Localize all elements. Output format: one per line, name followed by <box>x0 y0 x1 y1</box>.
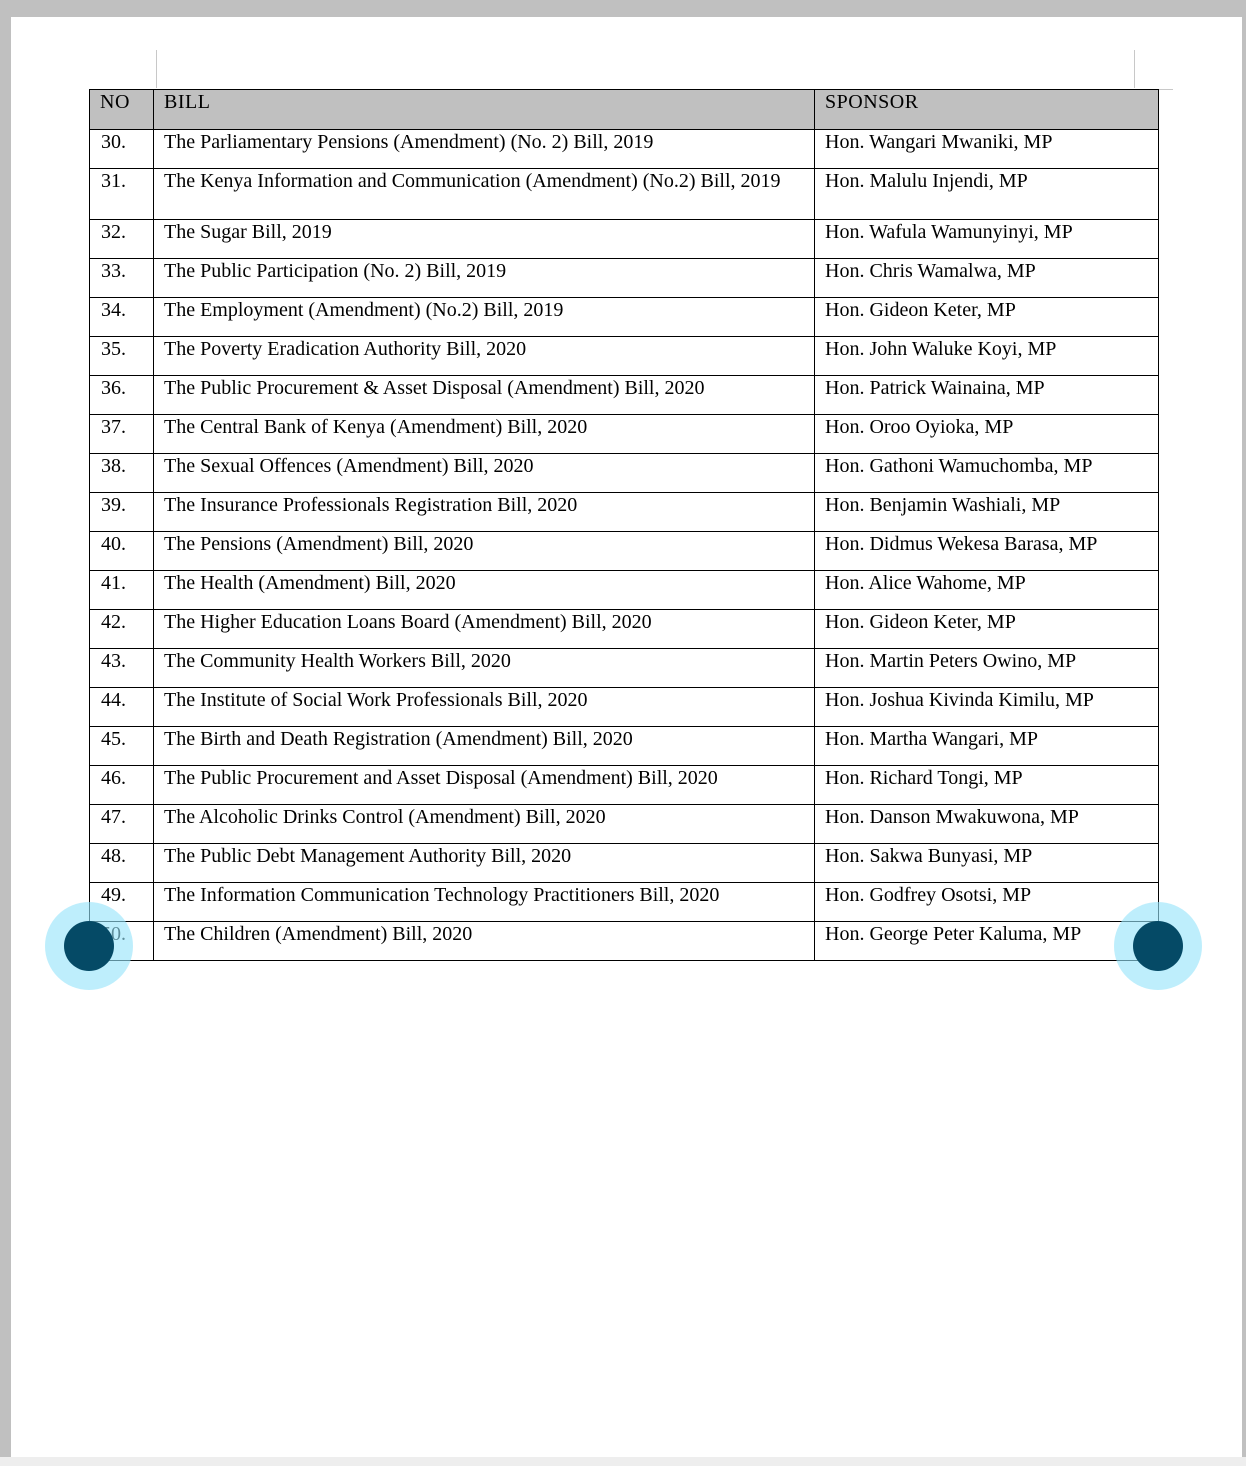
bill-cell[interactable]: The Community Health Workers Bill, 2020 <box>154 649 815 688</box>
table-row <box>90 883 1159 922</box>
page-gap <box>0 1457 1246 1466</box>
table-row <box>90 922 1159 961</box>
sponsor-cell[interactable]: Hon. Gideon Keter, MP <box>815 610 1159 649</box>
no-cell[interactable]: 30. <box>90 130 154 169</box>
no-cell[interactable]: 44. <box>90 688 154 727</box>
bill-cell[interactable]: The Public Participation (No. 2) Bill, 2019 <box>154 259 815 298</box>
sponsor-cell[interactable]: Hon. Sakwa Bunyasi, MP <box>815 844 1159 883</box>
margin-guide-left <box>156 50 157 88</box>
header-bill[interactable]: BILL <box>154 90 815 130</box>
sponsor-cell[interactable]: Hon. Oroo Oyioka, MP <box>815 415 1159 454</box>
table-row <box>90 337 1159 376</box>
sponsor-cell[interactable]: Hon. Gideon Keter, MP <box>815 298 1159 337</box>
no-cell[interactable]: 46. <box>90 766 154 805</box>
bill-cell[interactable]: The Poverty Eradication Authority Bill, 2020 <box>154 337 815 376</box>
no-cell[interactable]: 43. <box>90 649 154 688</box>
table-header-row <box>90 90 1159 130</box>
sponsor-cell[interactable]: Hon. Richard Tongi, MP <box>815 766 1159 805</box>
table-row <box>90 571 1159 610</box>
table-row <box>90 688 1159 727</box>
table-row <box>90 130 1159 169</box>
table-row <box>90 169 1159 220</box>
table-row <box>90 805 1159 844</box>
sponsor-cell[interactable]: Hon. John Waluke Koyi, MP <box>815 337 1159 376</box>
table-row <box>90 649 1159 688</box>
sponsor-cell[interactable]: Hon. Wangari Mwaniki, MP <box>815 130 1159 169</box>
selection-handle-end[interactable] <box>1114 902 1202 990</box>
bill-cell[interactable]: The Children (Amendment) Bill, 2020 <box>154 922 815 961</box>
table-row <box>90 844 1159 883</box>
bill-cell[interactable]: The Sexual Offences (Amendment) Bill, 2020 <box>154 454 815 493</box>
table-row <box>90 610 1159 649</box>
no-cell[interactable]: 40. <box>90 532 154 571</box>
bill-cell[interactable]: The Public Procurement and Asset Disposal (Amendment) Bill, 2020 <box>154 766 815 805</box>
bill-cell[interactable]: The Parliamentary Pensions (Amendment) (No. 2) Bill, 2019 <box>154 130 815 169</box>
bill-cell[interactable]: The Pensions (Amendment) Bill, 2020 <box>154 532 815 571</box>
bill-cell[interactable]: The Institute of Social Work Professionals Bill, 2020 <box>154 688 815 727</box>
sponsor-cell[interactable]: Hon. Benjamin Washiali, MP <box>815 493 1159 532</box>
sponsor-cell[interactable]: Hon. Danson Mwakuwona, MP <box>815 805 1159 844</box>
no-cell[interactable]: 39. <box>90 493 154 532</box>
no-cell[interactable]: 47. <box>90 805 154 844</box>
no-cell[interactable]: 32. <box>90 220 154 259</box>
no-cell[interactable]: 33. <box>90 259 154 298</box>
sponsor-cell[interactable]: Hon. Didmus Wekesa Barasa, MP <box>815 532 1159 571</box>
bill-cell[interactable]: The Public Procurement & Asset Disposal (Amendment) Bill, 2020 <box>154 376 815 415</box>
no-cell[interactable]: 31. <box>90 169 154 220</box>
header-no[interactable]: NO <box>90 90 154 130</box>
selection-handle-start[interactable] <box>45 902 133 990</box>
no-cell[interactable]: 41. <box>90 571 154 610</box>
sponsor-cell[interactable]: Hon. Martha Wangari, MP <box>815 727 1159 766</box>
header-sponsor[interactable]: SPONSOR <box>815 90 1159 130</box>
no-cell[interactable]: 36. <box>90 376 154 415</box>
bill-cell[interactable]: The Public Debt Management Authority Bill, 2020 <box>154 844 815 883</box>
sponsor-cell[interactable]: Hon. Chris Wamalwa, MP <box>815 259 1159 298</box>
no-cell[interactable]: 35. <box>90 337 154 376</box>
bill-cell[interactable]: The Health (Amendment) Bill, 2020 <box>154 571 815 610</box>
bill-cell[interactable]: The Information Communication Technology Practitioners Bill, 2020 <box>154 883 815 922</box>
no-cell[interactable]: 34. <box>90 298 154 337</box>
bill-cell[interactable]: The Employment (Amendment) (No.2) Bill, 2019 <box>154 298 815 337</box>
table-row <box>90 298 1159 337</box>
no-cell[interactable]: 49. <box>90 883 154 922</box>
bill-cell[interactable]: The Kenya Information and Communication (Amendment) (No.2) Bill, 2019 <box>154 169 815 220</box>
table-row <box>90 220 1159 259</box>
bill-cell[interactable]: The Birth and Death Registration (Amendment) Bill, 2020 <box>154 727 815 766</box>
table-row <box>90 766 1159 805</box>
bill-cell[interactable]: The Alcoholic Drinks Control (Amendment) Bill, 2020 <box>154 805 815 844</box>
margin-guide-right <box>1134 50 1135 88</box>
table-row <box>90 493 1159 532</box>
no-cell[interactable]: 38. <box>90 454 154 493</box>
sponsor-cell[interactable]: Hon. George Peter Kaluma, MP <box>815 922 1159 961</box>
table-row <box>90 376 1159 415</box>
table-row <box>90 727 1159 766</box>
no-cell[interactable]: 42. <box>90 610 154 649</box>
bills-table[interactable] <box>89 89 1159 961</box>
table-row <box>90 259 1159 298</box>
no-cell[interactable]: 37. <box>90 415 154 454</box>
sponsor-cell[interactable]: Hon. Godfrey Osotsi, MP <box>815 883 1159 922</box>
bill-cell[interactable]: The Insurance Professionals Registration Bill, 2020 <box>154 493 815 532</box>
sponsor-cell[interactable]: Hon. Gathoni Wamuchomba, MP <box>815 454 1159 493</box>
table-row <box>90 454 1159 493</box>
bill-cell[interactable]: The Sugar Bill, 2019 <box>154 220 815 259</box>
no-cell[interactable]: 45. <box>90 727 154 766</box>
table-row <box>90 415 1159 454</box>
sponsor-cell[interactable]: Hon. Joshua Kivinda Kimilu, MP <box>815 688 1159 727</box>
bill-cell[interactable]: The Higher Education Loans Board (Amendment) Bill, 2020 <box>154 610 815 649</box>
bill-cell[interactable]: The Central Bank of Kenya (Amendment) Bill, 2020 <box>154 415 815 454</box>
sponsor-cell[interactable]: Hon. Alice Wahome, MP <box>815 571 1159 610</box>
sponsor-cell[interactable]: Hon. Patrick Wainaina, MP <box>815 376 1159 415</box>
sponsor-cell[interactable]: Hon. Malulu Injendi, MP <box>815 169 1159 220</box>
sponsor-cell[interactable]: Hon. Wafula Wamunyinyi, MP <box>815 220 1159 259</box>
table-row <box>90 532 1159 571</box>
no-cell[interactable]: 48. <box>90 844 154 883</box>
sponsor-cell[interactable]: Hon. Martin Peters Owino, MP <box>815 649 1159 688</box>
